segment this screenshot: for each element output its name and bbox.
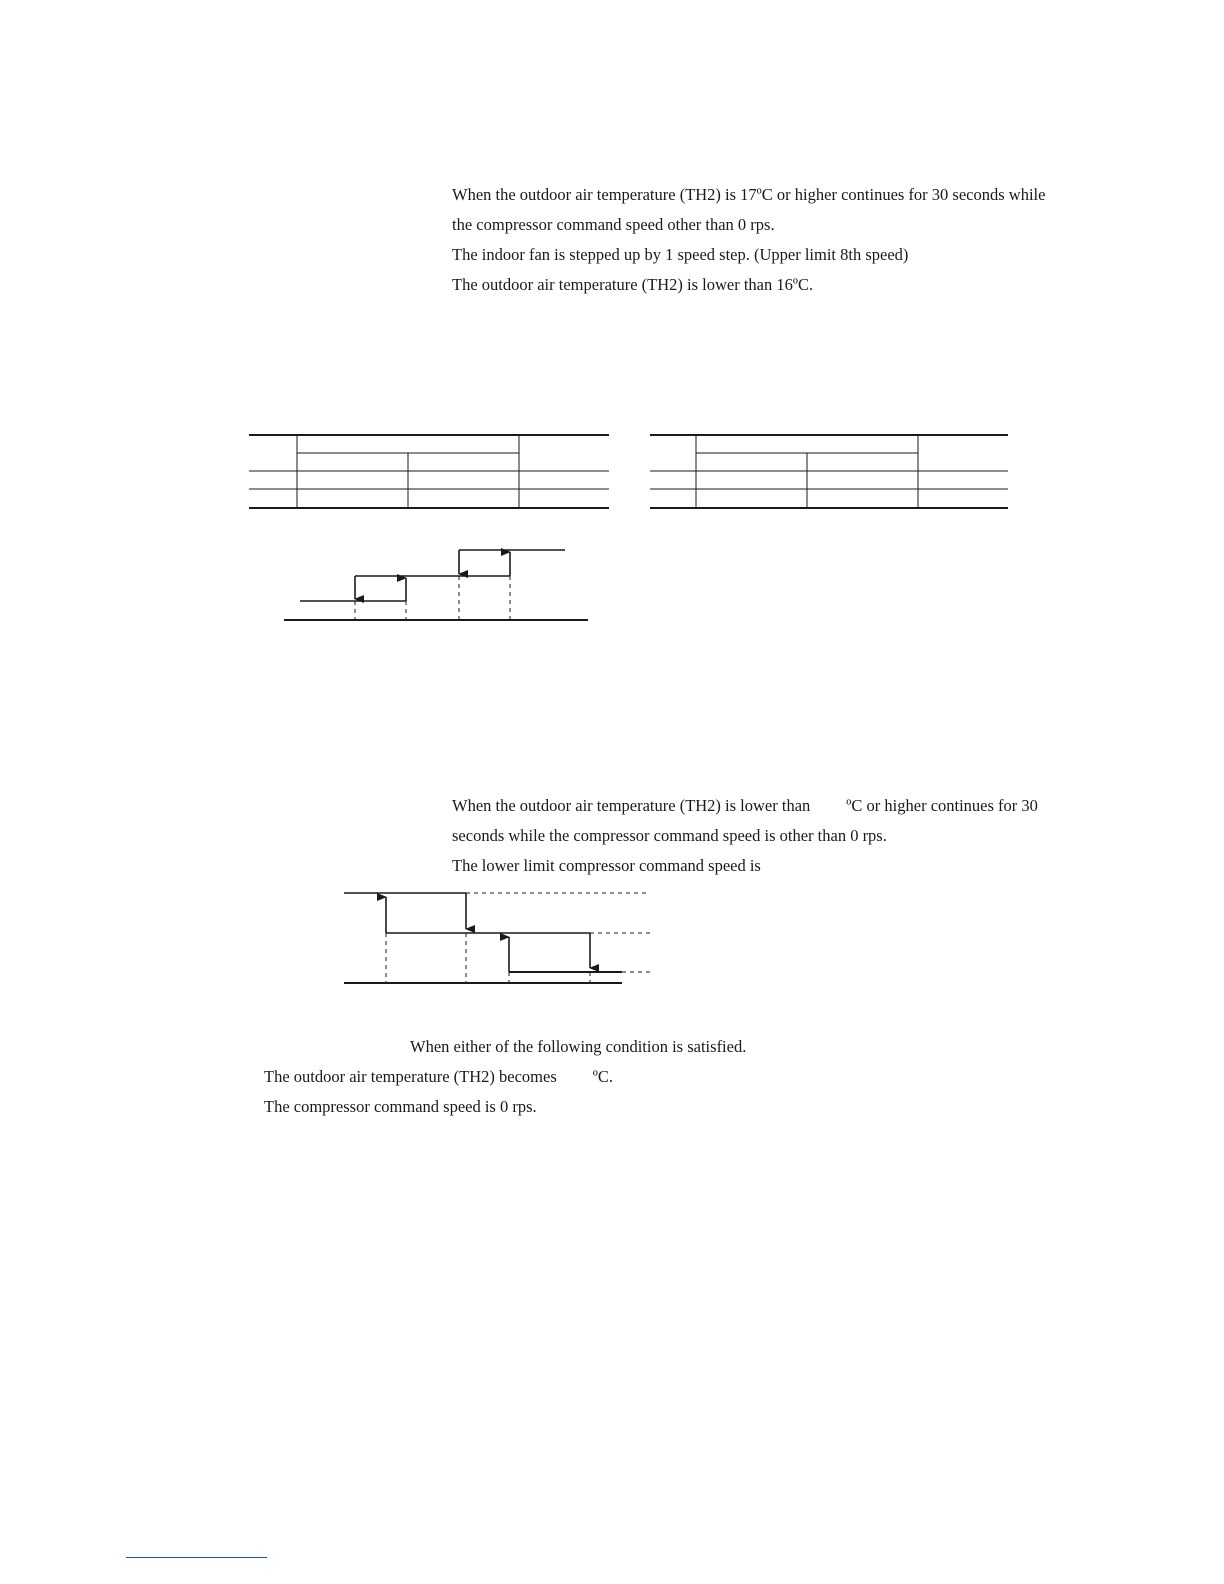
release-intro: When either of the following condition is satisfied. [410,1037,747,1056]
compressor-step-diagram [344,893,650,983]
release-cond1-a: The outdoor air temperature (TH2) becomes [264,1067,557,1086]
release-condition-2: The compressor command speed is 0 rps. [264,1097,537,1116]
fan-start-condition-cont: the compressor command speed other than 0 rps. [452,215,775,234]
release-cond1-b: ºC. [592,1067,614,1086]
fan-start-condition: When the outdoor air temperature (TH2) is 17ºC or higher continues for 30 seconds while [452,185,1046,204]
compressor-start-condition-cont: seconds while the compressor command speed is other than 0 rps. [452,826,887,845]
fan-end-condition: The outdoor air temperature (TH2) is lower than 16ºC. [452,275,814,294]
table-left [249,435,609,508]
fan-step-diagram [284,550,588,620]
compressor-start-a: When the outdoor air temperature (TH2) is lower than [452,796,811,815]
fan-action: The indoor fan is stepped up by 1 speed step. (Upper limit 8th speed) [452,245,909,264]
compressor-start-b: ºC or higher continues for 30 [846,796,1038,815]
release-condition-1 [264,1067,613,1087]
compressor-action: The lower limit compressor command speed is [452,856,761,875]
compressor-start-condition [452,796,1038,816]
footer-link-rule [126,1557,267,1558]
table-right [650,435,1008,508]
